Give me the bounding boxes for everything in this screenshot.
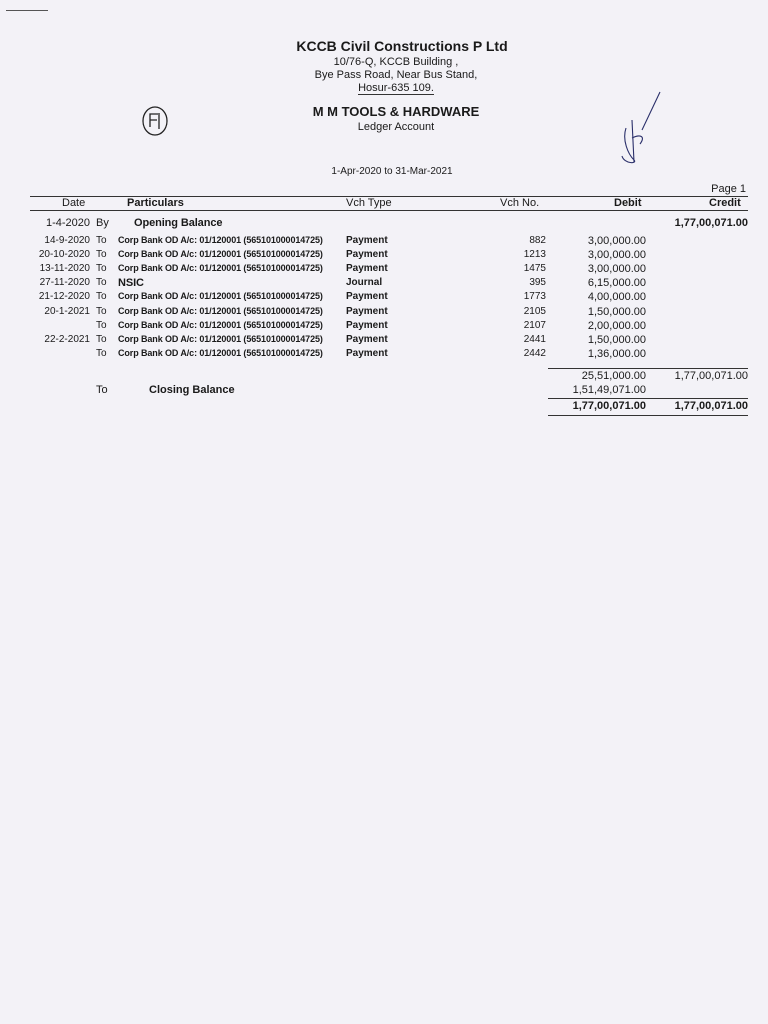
entry-vch-type: Payment [346,320,388,331]
column-vch-type: Vch Type [346,197,392,209]
entry-debit: 2,00,000.00 [587,320,646,332]
table-row [0,235,768,249]
entry-date: 20-10-2020 [38,249,90,260]
entry-particulars: NSIC [118,277,144,289]
entry-dir: To [96,320,107,331]
grand-total-row [0,400,768,414]
entry-date: 22-2-2021 [44,334,90,345]
entry-vch-type: Payment [346,306,388,317]
entry-particulars: Corp Bank OD A/c: 01/120001 (565101000014725) [118,334,323,344]
entry-vch-no: 2107 [523,320,546,331]
entry-vch-type: Payment [346,235,388,246]
entry-debit: 3,00,000.00 [587,235,646,247]
opening-dir: By [96,217,109,229]
table-row [0,306,768,320]
table-row [0,249,768,263]
entry-date: 13-11-2020 [39,263,90,274]
column-debit: Debit [614,197,642,209]
subtotal-debit: 25,51,000.00 [581,370,646,382]
entry-date: 14-9-2020 [44,235,90,246]
grand-total-credit: 1,77,00,071.00 [674,400,748,412]
handwritten-stamp-icon [140,105,170,137]
entry-vch-no: 2442 [523,348,546,359]
column-particulars: Particulars [127,197,184,209]
address-line-1: 10/76-Q, KCCB Building , [333,56,459,68]
grand-total-debit: 1,77,00,071.00 [572,400,646,412]
entry-dir: To [96,306,107,317]
entry-debit: 4,00,000.00 [587,291,646,303]
grand-total-rule-bottom [548,415,748,416]
subtotal-credit: 1,77,00,071.00 [674,370,748,382]
subtotal-rule [548,368,748,369]
table-row [0,348,768,362]
closing-debit: 1,51,49,071.00 [572,384,646,396]
entry-dir: To [96,291,107,302]
column-date: Date [62,197,86,209]
entry-dir: To [96,277,107,288]
entry-debit: 1,36,000.00 [587,348,646,360]
entry-vch-no: 1773 [523,291,546,302]
entry-vch-type: Payment [346,291,388,302]
column-vch-no: Vch No. [500,197,540,209]
opening-balance-row [0,217,768,231]
entry-debit: 6,15,000.00 [587,277,646,289]
entry-dir: To [96,334,107,345]
signature-icon [612,90,668,168]
entry-date: 20-1-2021 [44,306,90,317]
entry-vch-no: 882 [529,235,546,246]
entry-vch-type: Payment [346,263,388,274]
entry-particulars: Corp Bank OD A/c: 01/120001 (565101000014725) [118,235,323,245]
address-line-3-text: Hosur-635 109. [358,82,434,94]
subtotal-row [0,370,768,384]
ledger-period: 1-Apr-2020 to 31-Mar-2021 [331,166,453,177]
entry-particulars: Corp Bank OD A/c: 01/120001 (565101000014725) [118,249,323,259]
ledger-title: Ledger Account [357,121,435,133]
header-rule-bottom [30,210,748,211]
table-row [0,277,768,291]
entry-debit: 1,50,000.00 [587,306,646,318]
opening-credit: 1,77,00,071.00 [674,217,748,229]
entry-vch-type: Payment [346,249,388,260]
company-name: KCCB Civil Constructions P Ltd [296,38,508,54]
entry-debit: 3,00,000.00 [587,263,646,275]
entry-vch-no: 1475 [523,263,546,274]
address-line-2: Bye Pass Road, Near Bus Stand, [314,69,478,81]
entry-particulars: Corp Bank OD A/c: 01/120001 (565101000014725) [118,320,323,330]
closing-dir: To [96,384,108,396]
entry-particulars: Corp Bank OD A/c: 01/120001 (565101000014725) [118,291,323,301]
entry-vch-no: 395 [529,277,546,288]
entry-vch-type: Journal [346,277,383,288]
page-number: Page 1 [711,183,746,195]
entry-particulars: Corp Bank OD A/c: 01/120001 (565101000014725) [118,263,323,273]
entry-debit: 1,50,000.00 [587,334,646,346]
entry-vch-no: 2441 [523,334,546,345]
party-name: M M TOOLS & HARDWARE [312,104,480,119]
table-row [0,334,768,348]
entry-dir: To [96,263,107,274]
closing-label: Closing Balance [149,384,235,396]
corner-mark [6,10,48,11]
entry-date: 27-11-2020 [39,277,90,288]
entry-dir: To [96,348,107,359]
opening-particulars: Opening Balance [134,217,223,229]
entry-dir: To [96,249,107,260]
entry-vch-no: 2105 [523,306,546,317]
table-row [0,291,768,305]
entry-date: 21-12-2020 [38,291,90,302]
opening-date: 1-4-2020 [45,217,90,229]
entry-particulars: Corp Bank OD A/c: 01/120001 (565101000014725) [118,348,323,358]
grand-total-rule-top [548,398,748,399]
closing-row [0,384,768,398]
column-credit: Credit [709,197,741,209]
entry-dir: To [96,235,107,246]
entry-particulars: Corp Bank OD A/c: 01/120001 (565101000014725) [118,306,323,316]
entry-vch-type: Payment [346,334,388,345]
entry-vch-no: 1213 [523,249,546,260]
table-row [0,263,768,277]
table-row [0,320,768,334]
entry-vch-type: Payment [346,348,388,359]
entry-debit: 3,00,000.00 [587,249,646,261]
